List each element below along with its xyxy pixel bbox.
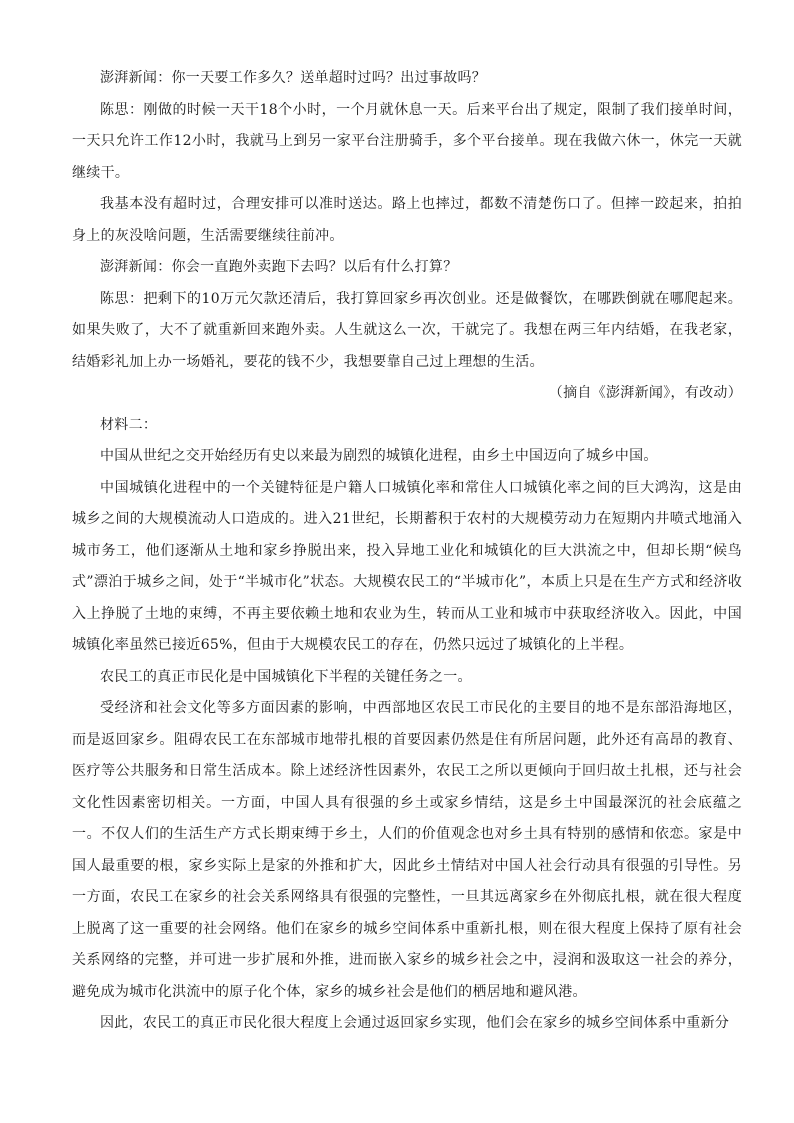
material-paragraph-5: 因此，农民工的真正市民化很大程度上会通过返回家乡实现，他们会在家乡的城乡空间体系中重新分: [100, 1015, 730, 1031]
paragraph-interview-answer-1: 陈思：刚做的时候一天干18个小时，一个月就休息一天。后来平台出了规定，限制了我们接单时间，一天只允许工作12小时，我就马上到另一家平台注册骑手，多个平台接单。现在我做六休一，休完一天就继续干。: [72, 101, 742, 181]
material-paragraph-3: 农民工的真正市民化是中国城镇化下半程的关键任务之一。: [100, 668, 472, 685]
material-two-label: 材料二：: [100, 416, 158, 433]
source-citation: （摘自《澎湃新闻》，有改动）: [548, 385, 742, 401]
material-paragraph-1: 中国从世纪之交开始经历有史以来最为剧烈的城镇化进程，由乡土中国迈向了城乡中国。: [100, 448, 658, 464]
paragraph-interview-question-1: 澎湃新闻：你一天要工作多久？送单超时过吗？出过事故吗？: [100, 70, 487, 86]
paragraph-interview-answer-2: 我基本没有超时过，合理安排可以准时送达。路上也摔过，都数不清楚伤口了。但摔一跤起来，拍拍身上的灰没啥问题，生活需要继续往前冲。: [72, 196, 742, 244]
material-paragraph-4: 受经济和社会文化等多方面因素的影响，中西部地区农民工市民化的主要目的地不是东部沿海地区，而是返回家乡。阻碍农民工在东部城市地带扎根的首要因素仍然是住有所居问题，此外还有高昂的教育、医疗等公共服务和日常生活成本。除上述经济性因素外，农民工之所以更倾向于回归故土扎根，还与社会文化性因素密切相关。一方面，中国人具有很强的乡土或家乡情结，这是乡土中国最深沉的社会底蕴之一。不仅人们的生活生产方式长期束缚于乡土，人们的价值观念也对乡土具有特别的感情和依恋。家是中国人最重要的根，家乡实际上是家的外推和扩大，因此乡土情结对中国人社会行动具有很强的引导性。另一方面，农民工在家乡的社会关系网络具有很强的完整性，一旦其远离家乡在外彻底扎根，就在很大程度上脱离了这一重要的社会网络。他们在家乡的城乡空间体系中重新扎根，则在很大程度上保持了原有社会关系网络的完整，并可进一步扩展和外推，进而嵌入家乡的城乡社会之中，浸润和汲取这一社会的养分，避免成为城市化洪流中的原子化个体，家乡的城乡社会是他们的栖居地和避风港。: [72, 700, 742, 1000]
paragraph-interview-question-2: 澎湃新闻：你会一直跑外卖跑下去吗？以后有什么打算？: [100, 259, 458, 275]
material-paragraph-2: 中国城镇化进程中的一个关键特征是户籍人口城镇化率和常住人口城镇化率之间的巨大鸿沟，这是由城乡之间的大规模流动人口造成的。进入21世纪，长期蓄积于农村的大规模劳动力在短期内井喷式地涌入城市务工，他们逐渐从土地和家乡挣脱出来，投入异地工业化和城镇化的巨大洪流之中，但却长期“候鸟式”漂泊于城乡之间，处于“半城市化”状态。大规模农民工的“半城市化”，本质上只是在生产方式和经济收入上挣脱了土地的束缚，不再主要依赖土地和农业为生，转而从工业和城市中获取经济收入。因此，中国城镇化率虽然已接近65%，但由于大规模农民工的存在，仍然只远过了城镇化的上半程。: [72, 479, 742, 653]
document-body: [72, 63, 742, 1040]
paragraph-interview-answer-3: 陈思：把剩下的10万元欠款还清后，我打算回家乡再次创业。还是做餐饮，在哪跌倒就在哪爬起来。如果失败了，大不了就重新回来跑外卖。人生就这么一次，干就完了。我想在两三年内结婚，在我老家，结婚彩礼加上办一场婚礼，要花的钱不少，我想要靠自己过上理想的生活。: [72, 290, 742, 370]
